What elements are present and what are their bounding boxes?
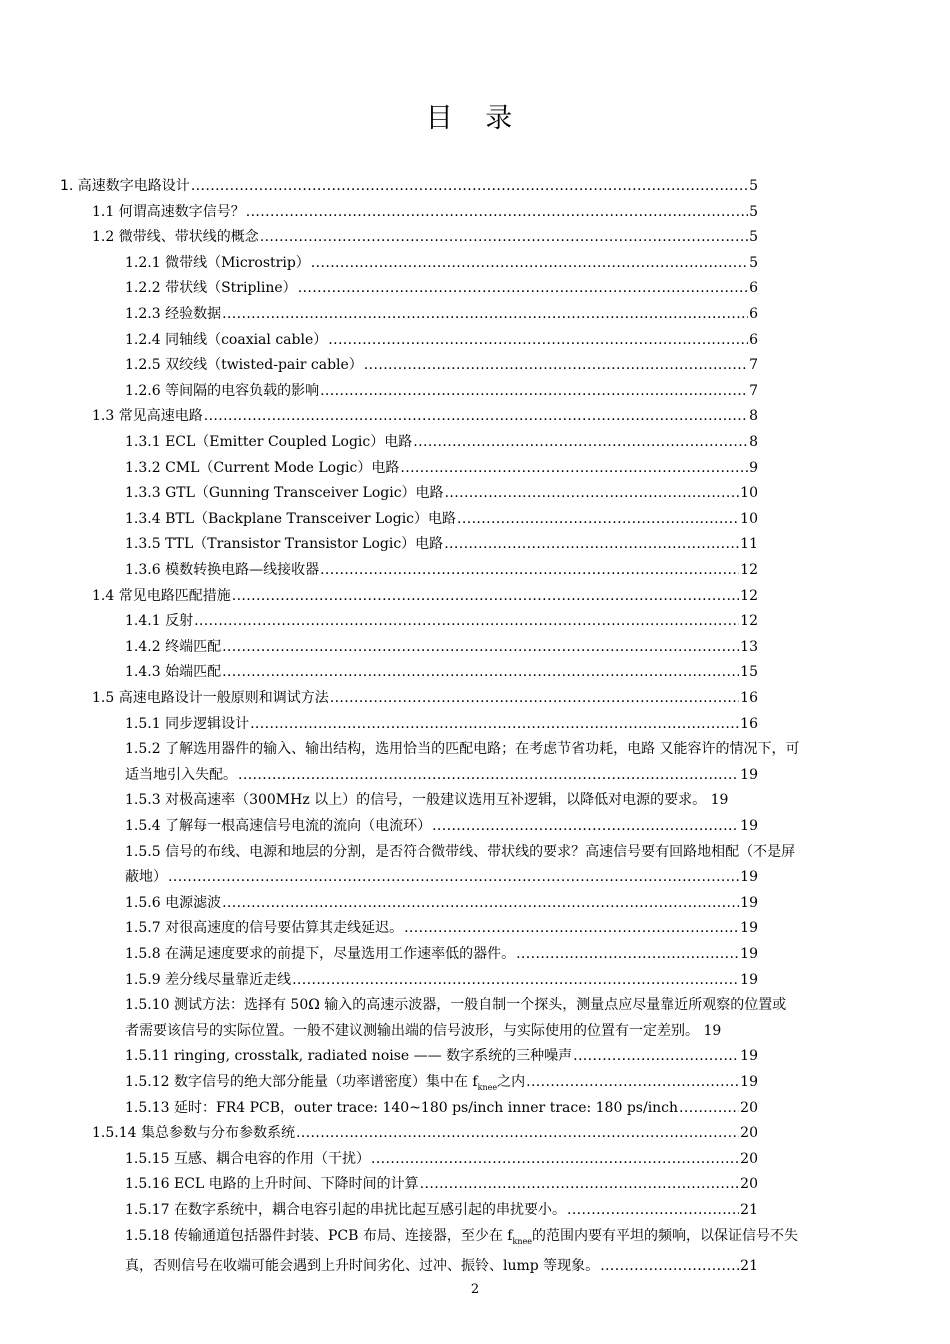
toc-leader-dots xyxy=(567,1198,739,1224)
toc-entry-label: 1.5.1 同步逻辑设计 xyxy=(125,715,250,732)
toc-leader-dots xyxy=(320,558,739,584)
toc-leader-dots xyxy=(260,225,748,251)
toc-entry-label: 1.5 高速电路设计一般原则和调试方法 xyxy=(92,690,329,706)
toc-entry-label-continued: 适当地引入失配。 xyxy=(125,766,237,783)
toc-entry-label: 1.3 常见高速电路 xyxy=(92,408,203,425)
toc-entry-page: 19 xyxy=(740,818,758,834)
toc-entry[interactable] xyxy=(125,737,800,788)
toc-entry-page: 5 xyxy=(749,229,758,246)
toc-entry-label: 1.5.16 ECL 电路的上升时间、下降时间的计算 xyxy=(125,1176,419,1193)
toc-entry[interactable] xyxy=(125,1147,758,1173)
toc-entry[interactable] xyxy=(125,1224,798,1280)
toc-entry-label: 1.5.13 延时：FR4 PCB，outer trace: 140~180 ps/inch inner trace: 180 ps/inch xyxy=(125,1099,679,1116)
toc-entry-page: 16 xyxy=(740,715,758,732)
toc-leader-dots xyxy=(222,660,739,686)
toc-entry-label-tail: 的范围内要有平坦的频响，以保证信号不失 xyxy=(531,1227,798,1244)
toc-leader-dots xyxy=(371,1147,739,1173)
toc-entry-page: 19 xyxy=(740,971,758,988)
toc-entry-page: 21 xyxy=(740,1202,758,1218)
toc-entry-label: 1.5.5 信号的布线、电源和地层的分割，是否符合微带线、带状线的要求？高速信号要有回路地相配（不是屏 xyxy=(125,843,796,860)
toc-entry-page: 5 xyxy=(749,178,758,194)
toc-entry-page: 19 xyxy=(740,946,758,962)
toc-entry[interactable] xyxy=(60,174,758,200)
toc-entry-label: 1.2.6 等间隔的电容负载的影响 xyxy=(125,382,320,399)
toc-entry-page: 19 xyxy=(740,1074,758,1090)
toc-entry-page: 20 xyxy=(740,1125,758,1142)
toc-entry-label: 1.5.11 ringing, crosstalk, radiated noise —— 数字系统的三种噪声 xyxy=(125,1048,573,1065)
toc-entry[interactable] xyxy=(125,942,758,968)
toc-leader-dots xyxy=(222,635,739,661)
toc-entry-label: 1.3.5 TTL（Transistor Transistor Logic）电路 xyxy=(125,536,444,553)
toc-entry-page: 15 xyxy=(740,664,758,681)
toc-leader-dots xyxy=(413,430,748,456)
toc-leader-dots xyxy=(238,763,739,789)
toc-leader-dots xyxy=(420,1172,740,1198)
toc-entry[interactable] xyxy=(125,276,758,302)
toc-entry[interactable] xyxy=(125,814,758,840)
toc-entry-label: 1.3.4 BTL（Backplane Transceiver Logic）电路 xyxy=(125,510,457,527)
toc-leader-dots xyxy=(445,481,740,507)
toc-entry-label: 1.5.15 互感、耦合电容的作用（干扰） xyxy=(125,1150,370,1167)
toc-leader-dots xyxy=(232,584,739,610)
toc-leader-dots xyxy=(404,916,739,942)
toc-leader-dots xyxy=(320,379,748,405)
toc-entry-label: 1.5.12 数字信号的绝大部分能量（功率谱密度）集中在 $f_{knee}$之内 xyxy=(125,1074,526,1092)
toc-entry[interactable] xyxy=(125,353,758,379)
toc-entry-label: 1.4.1 反射 xyxy=(125,613,194,630)
page-title: 目 录 xyxy=(425,103,525,134)
toc-leader-dots xyxy=(296,1121,739,1147)
toc-entry-label: 1.3.1 ECL（Emitter Coupled Logic）电路 xyxy=(125,434,413,450)
toc-entry-label: 1.5.6 电源滤波 xyxy=(125,894,222,911)
toc-entry-page: 12 xyxy=(740,587,758,604)
toc-entry-page: 11 xyxy=(740,536,758,553)
toc-entry-page: 10 xyxy=(740,485,758,502)
toc-entry-label-continued: 者需要该信号的实际位置。一般不建议测输出端的信号波形，与实际使用的位置有一定差别。 19 xyxy=(125,1022,722,1039)
toc-entry[interactable] xyxy=(125,635,758,661)
toc-entry-label: 1.5.2 了解选用器件的输入、输出结构，选用恰当的匹配电路；在考虑节省功耗，电路 又能容许的情况下，可 xyxy=(125,741,800,758)
toc-entry-page: 6 xyxy=(749,280,758,297)
toc-entry[interactable] xyxy=(125,532,758,558)
toc-entry[interactable] xyxy=(125,251,758,277)
toc-entry-label-tail: 之内 xyxy=(497,1074,526,1090)
toc-entry-label: 1.4.2 终端匹配 xyxy=(125,638,222,655)
toc-entry-label: 1.5.14 集总参数与分布参数系统 xyxy=(92,1125,295,1142)
toc-entry[interactable] xyxy=(125,840,796,891)
toc-leader-dots xyxy=(573,1044,739,1070)
toc-entry[interactable] xyxy=(125,379,758,405)
toc-leader-dots xyxy=(457,507,739,533)
toc-entry-page: 19 xyxy=(740,766,758,783)
toc-entry[interactable] xyxy=(92,686,758,712)
toc-entry-subscript: knee xyxy=(477,1082,498,1092)
toc-leader-dots xyxy=(204,404,748,430)
toc-leader-dots xyxy=(298,276,748,302)
toc-entry-page: 12 xyxy=(740,562,758,578)
toc-leader-dots xyxy=(526,1070,739,1096)
toc-entry-label-continued: 真，否则信号在收端可能会遇到上升时间劣化、过冲、振铃、lump 等现象。 xyxy=(125,1257,600,1274)
toc-leader-dots xyxy=(222,891,739,917)
toc-leader-dots xyxy=(194,609,739,635)
toc-entry[interactable] xyxy=(125,507,758,533)
toc-entry-subscript: knee xyxy=(512,1236,532,1246)
toc-entry[interactable] xyxy=(92,404,758,430)
toc-leader-dots xyxy=(330,686,739,712)
toc-leader-dots xyxy=(250,712,739,738)
toc-entry[interactable] xyxy=(125,609,758,635)
toc-entry-page: 13 xyxy=(740,638,758,655)
toc-entry-label: 1.2.4 同轴线（coaxial cable） xyxy=(125,331,328,348)
toc-entry-page: 7 xyxy=(749,382,758,399)
toc-entry-page: 20 xyxy=(740,1099,758,1116)
toc-entry[interactable] xyxy=(125,660,758,686)
toc-entry[interactable] xyxy=(125,1172,758,1198)
toc-entry[interactable] xyxy=(92,584,758,610)
toc-entry[interactable] xyxy=(125,302,758,328)
toc-entry-label: 1.5.10 测试方法：选择有 50Ω 输入的高速示波器，一般自制一个探头，测量点应尽量靠近所观察的位置或 xyxy=(125,997,787,1014)
toc-leader-dots xyxy=(679,1096,739,1122)
toc-entry-label: 1.4.3 始端匹配 xyxy=(125,664,222,681)
toc-entry-page: 16 xyxy=(740,690,758,706)
toc-entry[interactable] xyxy=(125,328,758,354)
toc-entry-label: 1.5.4 了解每一根高速信号电流的流向（电流环） xyxy=(125,818,432,834)
toc-entry-page: 9 xyxy=(749,459,758,476)
toc-entry-label: 1.5.17 在数字系统中，耦合电容引起的串扰比起互感引起的串扰要小。 xyxy=(125,1202,566,1218)
toc-entry-page: 20 xyxy=(740,1150,758,1167)
toc-leader-dots xyxy=(311,251,748,277)
toc-entry-label: 1.5.18 传输通道包括器件封装、PCB 布局、连接器，至少在 $f_{knee}$的范围内要有平坦的频响，以保证信号不失 xyxy=(125,1227,798,1246)
toc-entry-page: 20 xyxy=(740,1176,758,1193)
toc-entry-label: 1.3.2 CML（Current Mode Logic）电路 xyxy=(125,459,400,476)
toc-entry-page: 10 xyxy=(740,510,758,527)
toc-entry-page: 19 xyxy=(740,894,758,911)
toc-entry-page: 19 xyxy=(740,1048,758,1065)
toc-entry-label: 1.5.9 差分线尽量靠近走线 xyxy=(125,971,292,988)
toc-entry[interactable] xyxy=(125,1096,758,1122)
toc-entry-label: 1.2.3 经验数据 xyxy=(125,306,222,322)
toc-entry[interactable] xyxy=(125,481,758,507)
toc-entry-page: 8 xyxy=(749,434,758,450)
toc-entry[interactable] xyxy=(92,200,758,226)
toc-entry[interactable] xyxy=(125,712,758,738)
toc-entry[interactable] xyxy=(125,788,758,814)
toc-leader-dots xyxy=(168,865,739,891)
toc-entry-page: 21 xyxy=(740,1257,758,1274)
toc-entry-page: 5 xyxy=(749,203,758,220)
toc-entry-label: 1.3.6 模数转换电路—线接收器 xyxy=(125,562,320,578)
toc-entry-label: 1.5.7 对很高速度的信号要估算其走线延迟。 xyxy=(125,920,404,937)
toc-entry-label: 1.2.2 带状线（Stripline） xyxy=(125,280,297,297)
toc-entry-label: 1.4 常见电路匹配措施 xyxy=(92,587,231,604)
page-number: 2 xyxy=(470,1282,480,1297)
toc-entry-label: 1.2.5 双绞线（twisted-pair cable） xyxy=(125,357,363,374)
toc-entry-label: 1. 高速数字电路设计 xyxy=(60,178,190,194)
toc-entry-label: 1.2 微带线、带状线的概念 xyxy=(92,229,259,246)
toc-entry[interactable] xyxy=(125,1044,758,1070)
toc-entry[interactable] xyxy=(125,456,758,482)
toc-entry[interactable] xyxy=(125,558,758,584)
toc-leader-dots xyxy=(400,456,748,482)
toc-leader-dots xyxy=(292,968,739,994)
toc-entry-label: 1.2.1 微带线（Microstrip） xyxy=(125,254,310,271)
toc-entry-page: 12 xyxy=(740,613,758,630)
toc-leader-dots xyxy=(364,353,748,379)
toc-entry-page: 19 xyxy=(740,869,758,886)
toc-leader-dots xyxy=(328,328,748,354)
toc-entry[interactable] xyxy=(125,430,758,456)
toc-entry-label: 1.3.3 GTL（Gunning Transceiver Logic）电路 xyxy=(125,485,444,502)
toc-entry-page: 6 xyxy=(749,306,758,322)
toc-entry[interactable] xyxy=(125,968,758,994)
toc-leader-dots xyxy=(222,302,748,328)
toc-entry-page: 19 xyxy=(740,920,758,937)
toc-leader-dots xyxy=(432,814,739,840)
toc-entry[interactable] xyxy=(125,891,758,917)
toc-leader-dots xyxy=(246,200,748,226)
toc-entry-label: 1.5.8 在满足速度要求的前提下，尽量选用工作速率低的器件。 xyxy=(125,946,516,962)
toc-entry[interactable] xyxy=(125,1198,758,1224)
toc-entry-page: 5 xyxy=(749,254,758,271)
toc-entry[interactable] xyxy=(125,993,787,1044)
toc-entry-label-continued: 蔽地） xyxy=(125,869,167,886)
toc-leader-dots xyxy=(191,174,748,200)
toc-entry-page: 8 xyxy=(749,408,758,425)
toc-entry-page: 6 xyxy=(749,331,758,348)
toc-entry-label: 1.5.3 对极高速率（300MHz 以上）的信号，一般建议选用互补逻辑，以降低对电源的要求。 19 xyxy=(125,792,729,809)
toc-leader-dots xyxy=(600,1254,739,1280)
toc-leader-dots xyxy=(516,942,739,968)
toc-entry-page: 7 xyxy=(749,357,758,374)
toc-leader-dots xyxy=(444,532,739,558)
toc-entry[interactable] xyxy=(92,1121,758,1147)
toc-entry[interactable] xyxy=(92,225,758,251)
toc-entry-label: 1.1 何谓高速数字信号？ xyxy=(92,203,245,220)
toc-entry[interactable] xyxy=(125,916,758,942)
